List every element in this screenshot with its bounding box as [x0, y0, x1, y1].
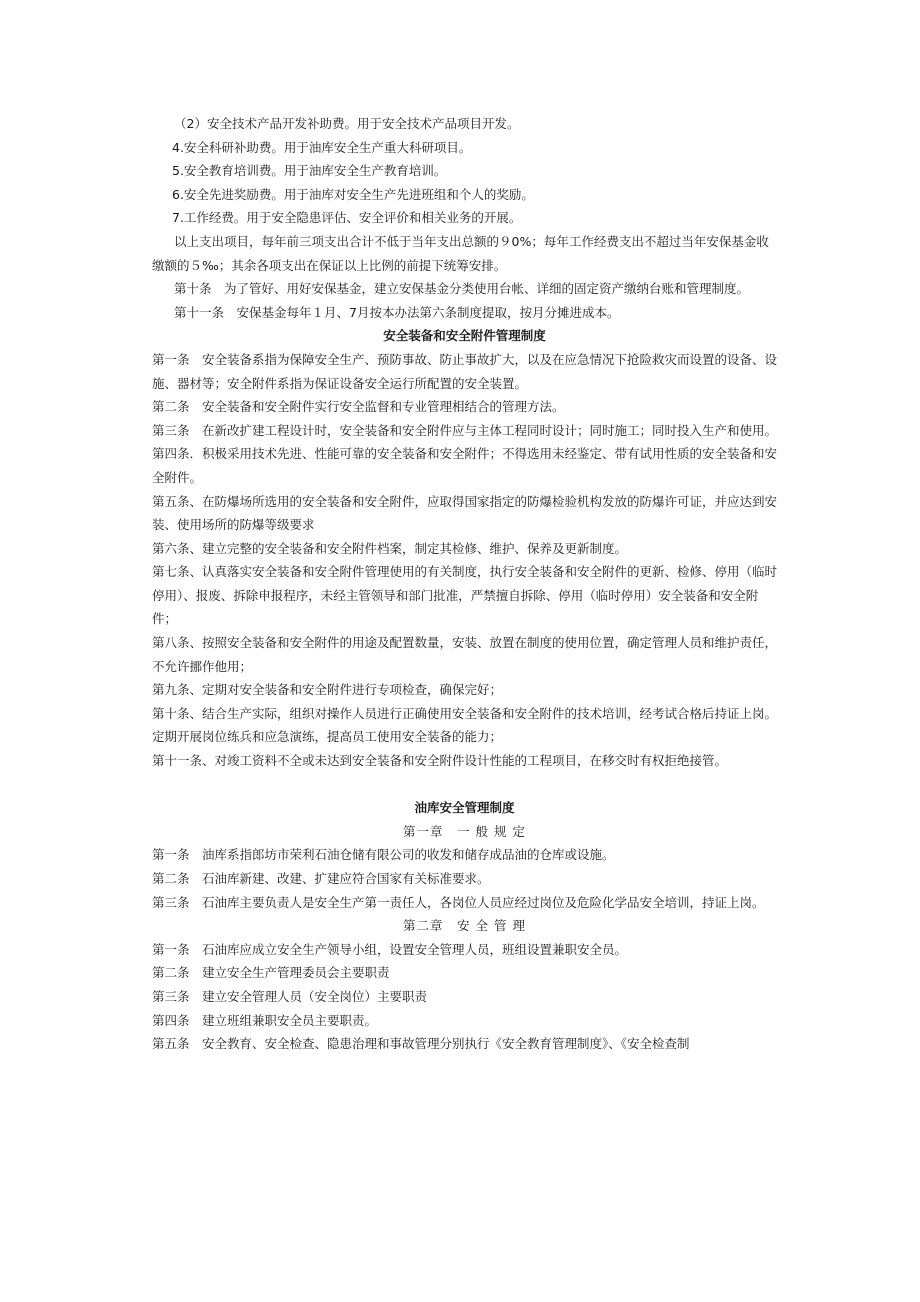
article-11: 第十一条 安保基金每年１月、7月按本办法第六条制度提取，按月分摊进成本。: [174, 304, 620, 320]
equipment-article-8: 第八条、按照安全装备和安全附件的用途及配置数量，安装、放置在制度的使用位置，确定管理人员和维护责任，不允许挪作他用；: [152, 635, 778, 674]
expense-item-6: 6.安全先进奖励费。用于油库对安全生产先进班组和个人的奖励。: [172, 186, 534, 202]
section-title-equipment: 安全装备和安全附件管理制度: [383, 328, 546, 344]
depot-ch2-article-1: 第一条 石油库应成立安全生产领导小组，设置安全管理人员，班组设置兼职安全员。: [152, 941, 628, 957]
section-title-depot: 油库安全管理制度: [414, 800, 515, 816]
expense-summary: 以上支出项目，每年前三项支出合计不低于当年支出总额的９0%；每年工作经费支出不超过当年安保基金收缴额的５‰；其余各项支出在保证以上比例的前提下统筹安排。: [152, 233, 769, 273]
equipment-article-6: 第六条、建立完整的安全装备和安全附件档案，制定其检修、维护、保养及更新制度。: [152, 540, 628, 556]
equipment-article-3: 第三条 在新改扩建工程设计时，安全装备和安全附件应与主体工程同时设计；同时施工；同时投入生产和使用。: [152, 422, 778, 438]
equipment-article-1: 第一条 安全装备系指为保障安全生产、预防事故、防止事故扩大，以及在应急情况下抢险救灾而设置的设备、设施、器材等；安全附件系指为保证设备安全运行所配置的安全装置。: [152, 351, 778, 391]
expense-item-2: （2）安全技术产品开发补助费。用于安全技术产品项目开发。: [174, 116, 520, 131]
depot-ch1-article-1: 第一条 油库系指郎坊市荣利石油仓储有限公司的收发和储存成品油的仓库或设施。: [152, 847, 615, 863]
equipment-article-10: 第十条、结合生产实际，组织对操作人员进行正确使用安全装备和安全附件的技术培训，经考试合格后持证上岗。定期开展岗位练兵和应急演练，提高员工使用安全装备的能力；: [152, 705, 778, 745]
depot-ch2-article-4: 第四条 建立班组兼职安全员主要职责。: [152, 1012, 378, 1028]
expense-item-4: 4.安全科研补助费。用于油库安全生产重大科研项目。: [172, 139, 472, 155]
expense-item-7: 7.工作经费。用于安全隐患评估、安全评价和相关业务的开展。: [172, 210, 522, 226]
depot-ch2-article-2: 第二条 建立安全生产管理委员会主要职责: [152, 965, 390, 981]
article-10: 第十条 为了管好、用好安保基金，建立安保基金分类使用台帐、详细的固定资产缴纳台账和管理制度。: [174, 281, 750, 297]
chapter-1-heading: 第一章 一 般 规 定: [403, 823, 526, 839]
depot-ch1-article-2: 第二条 石油库新建、改建、扩建应符合国家有关标准要求。: [152, 871, 490, 886]
depot-ch2-article-3: 第三条 建立安全管理人员（安全岗位）主要职责: [152, 988, 428, 1004]
equipment-article-5: 第五条、在防爆场所选用的安全装备和安全附件，应取得国家指定的防爆检验机构发放的防爆许可证，并应达到安装、使用场所的防爆等级要求: [152, 493, 778, 533]
chapter-2-heading: 第二章 安 全 管 理: [403, 918, 526, 934]
equipment-article-11: 第十一条、对竣工资料不全或未达到安全装备和安全附件设计性能的工程项目，在移交时有权拒绝接管。: [152, 753, 728, 769]
depot-ch1-article-3: 第三条 石油库主要负责人是安全生产第一责任人，各岗位人员应经过岗位及危险化学品安全培训，持证上岗。: [152, 894, 765, 910]
equipment-article-4: 第四条．积极采用技术先进、性能可靠的安全装备和安全附件；不得选用未经鉴定、带有试用性质的安全装备和安全附件。: [152, 446, 778, 485]
equipment-article-2: 第二条 安全装备和安全附件实行安全监督和专业管理相结合的管理方法。: [152, 399, 565, 415]
expense-item-5: 5.安全教育培训费。用于油库安全生产教育培训。: [172, 163, 447, 179]
document-page: [152, 112, 777, 1056]
equipment-article-7: 第七条、认真落实安全装备和安全附件管理使用的有关制度，执行安全装备和安全附件的更新、检修、停用（临时停用）、报废、拆除申报程序，未经主管领导和部门批准，严禁擅自拆除、停用（临时停用）安全装备和安全附件；: [152, 564, 778, 627]
section-spacer: [152, 773, 777, 797]
depot-ch2-article-5: 第五条 安全教育、安全检查、隐患治理和事故管理分别执行《安全教育管理制度》、《安全检查制: [152, 1036, 690, 1052]
equipment-article-9: 第九条、定期对安全装备和安全附件进行专项检查，确保完好；: [152, 682, 503, 698]
